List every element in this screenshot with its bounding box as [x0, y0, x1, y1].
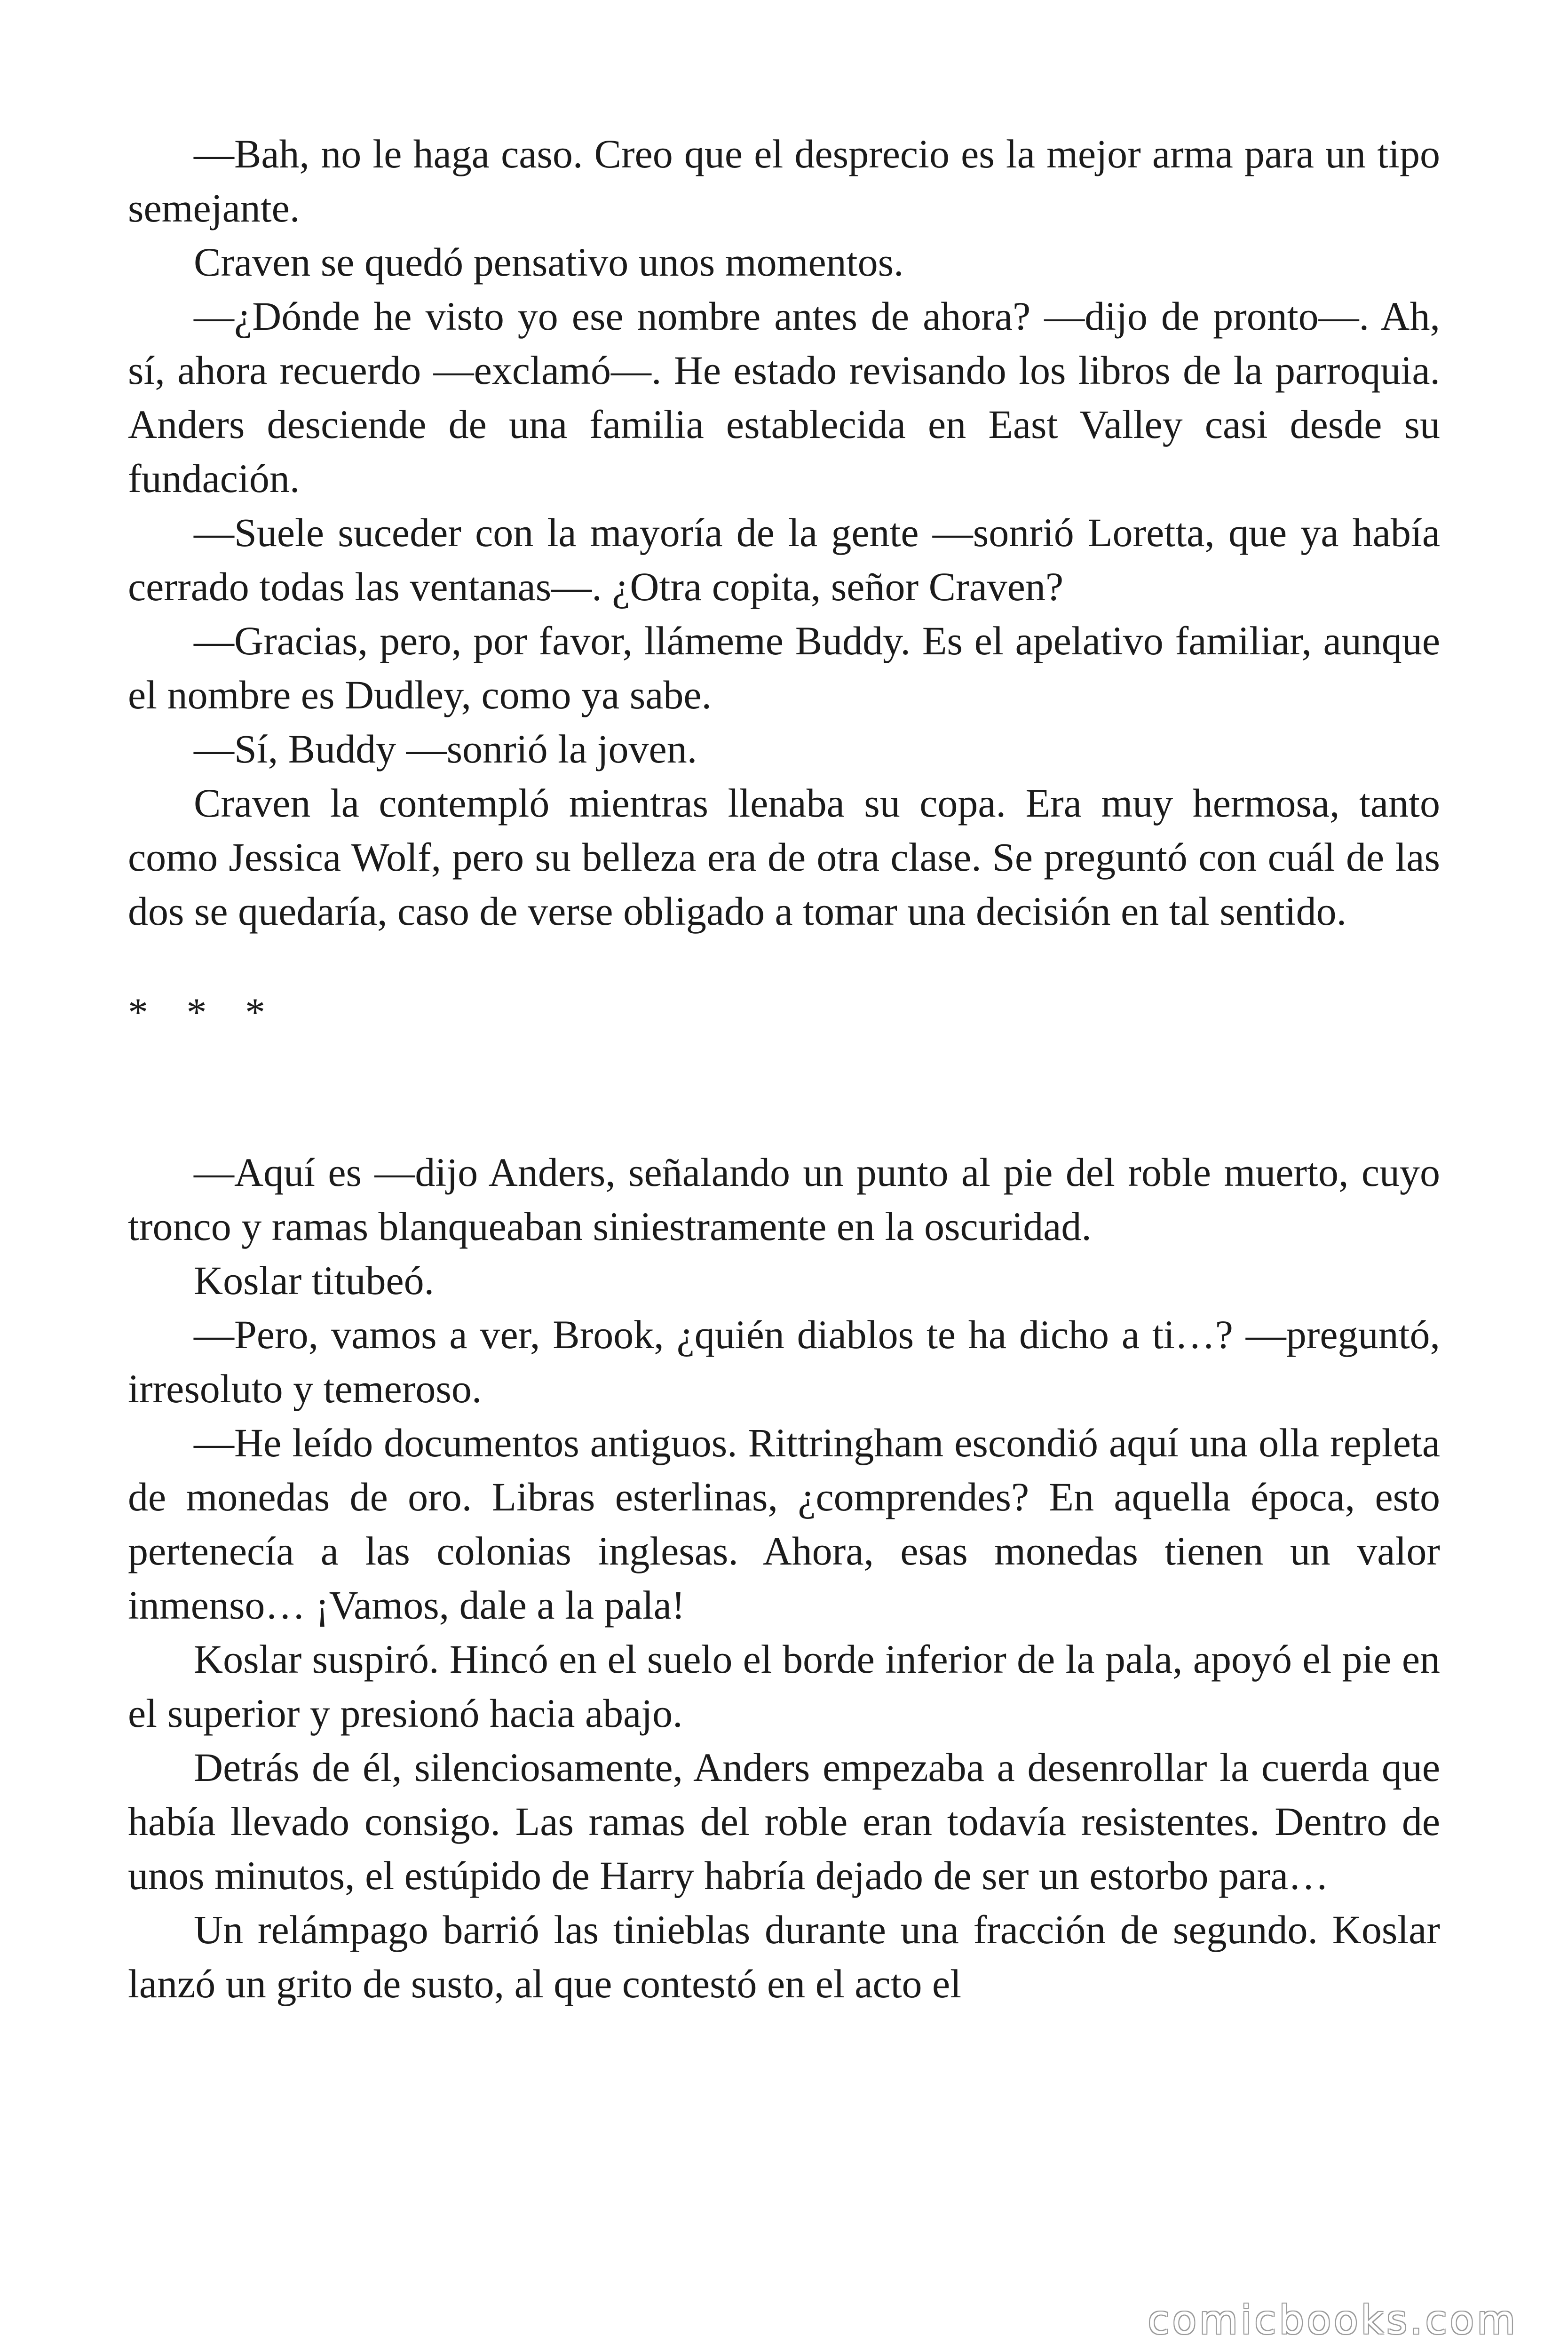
paragraph: Craven se quedó pensativo unos momentos. [194, 239, 904, 285]
paragraph: —Aquí es —dijo Anders, señalando un punto al pie del roble muerto, cuyo tronco y ramas blanqueaban siniestramente en la oscuridad. [128, 1150, 1440, 1249]
paragraph: Craven la contempló mientras llenaba su copa. Era muy hermosa, tanto como Jessica Wolf, pero su belleza era de otra clase. Se preguntó con cuál de las dos se quedaría, caso de verse obligado a tomar una decisión en tal sentido. [128, 780, 1440, 934]
paragraph: —Pero, vamos a ver, Brook, ¿quién diablos te ha dicho a ti…? —preguntó, irresoluto y temeroso. [128, 1312, 1440, 1411]
paragraph: —¿Dónde he visto yo ese nombre antes de ahora? —dijo de pronto—. Ah, sí, ahora recuerdo —exclamó—. He estado revisando los libros de la parroquia. Anders desciende de una familia establecida en East Valley casi desde su fundación. [128, 294, 1440, 501]
paragraph: —He leído documentos antiguos. Rittringham escondió aquí una olla repleta de monedas de oro. Libras esterlinas, ¿comprendes? En aquella época, esto pertenecía a las colonias inglesas. Ahora, esas monedas tienen un valor inmenso… ¡Vamos, dale a la pala! [128, 1420, 1440, 1628]
paragraph: Koslar suspiró. Hincó en el suelo el borde inferior de la pala, apoyó el pie en el superior y presionó hacia abajo. [128, 1637, 1440, 1736]
book-page [128, 127, 1440, 2011]
scene-separator: * * * [128, 990, 279, 1035]
paragraph: Un relámpago barrió las tinieblas durante una fracción de segundo. Koslar lanzó un grito de susto, al que contestó en el acto el [128, 1907, 1440, 2006]
paragraph: —Sí, Buddy —sonrió la joven. [194, 726, 697, 771]
section-two [128, 1145, 1440, 2011]
paragraph: —Gracias, pero, por favor, llámeme Buddy. Es el apelativo familiar, aunque el nombre es Dudley, como ya sabe. [128, 618, 1440, 717]
watermark: comicbooks.com [1148, 2297, 1518, 2343]
paragraph: Koslar titubeó. [194, 1258, 435, 1303]
paragraph: —Suele suceder con la mayoría de la gente —sonrió Loretta, que ya había cerrado todas las ventanas—. ¿Otra copita, señor Craven? [128, 510, 1440, 609]
paragraph: Detrás de él, silenciosamente, Anders empezaba a desenrollar la cuerda que había llevado consigo. Las ramas del roble eran todavía resistentes. Dentro de unos minutos, el estúpido de Harry habría dejado de ser un estorbo para… [128, 1745, 1440, 1898]
paragraph: —Bah, no le haga caso. Creo que el desprecio es la mejor arma para un tipo semejante. [128, 131, 1440, 230]
section-one [128, 127, 1440, 938]
